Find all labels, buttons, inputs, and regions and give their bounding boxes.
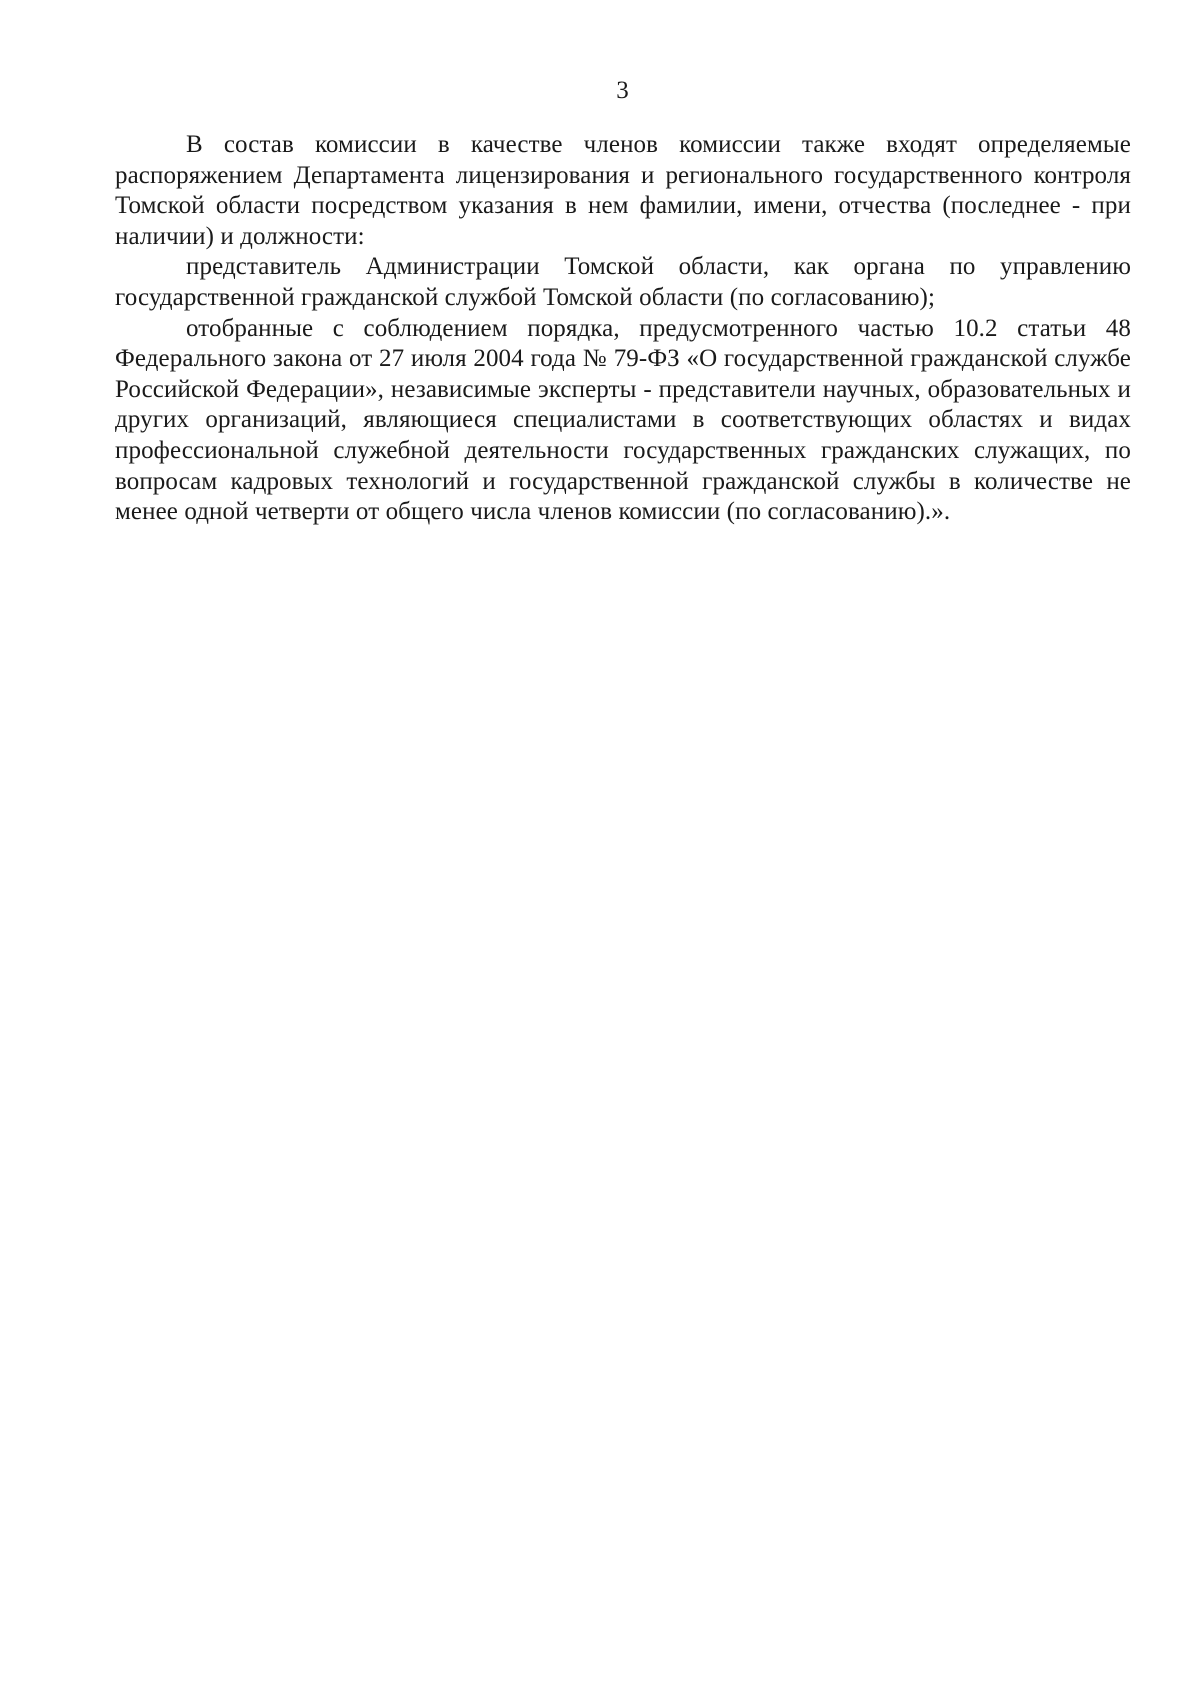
paragraph-commission-composition: В состав комиссии в качестве членов комиссии также входят определяемые распоряжением Департамента лицензирования и регионального государственного контроля Томской области посредством указания в нем фамилии, имени, отчества (последнее - при наличии) и должности: [115, 131, 1131, 250]
paragraph-administration-representative: представитель Администрации Томской области, как органа по управлению государственной гражданской службой Томской области (по согласованию); [115, 253, 1131, 311]
page-number: 3 [616, 77, 629, 104]
document-body [115, 130, 1131, 528]
paragraph-independent-experts: отобранные с соблюдением порядка, предусмотренного частью 10.2 статьи 48 Федерального закона от 27 июля 2004 года № 79-ФЗ «О государственной гражданской службе Российской Федерации», независимые эксперты - представители научных, образовательных и других организаций, являющиеся специалистами в соответствующих областях и видах профессиональной служебной деятельности государственных гражданских служащих, по вопросам кадровых технологий и государственной гражданской службы в количестве не менее одной четверти от общего числа членов комиссии (по согласованию).». [115, 314, 1131, 526]
